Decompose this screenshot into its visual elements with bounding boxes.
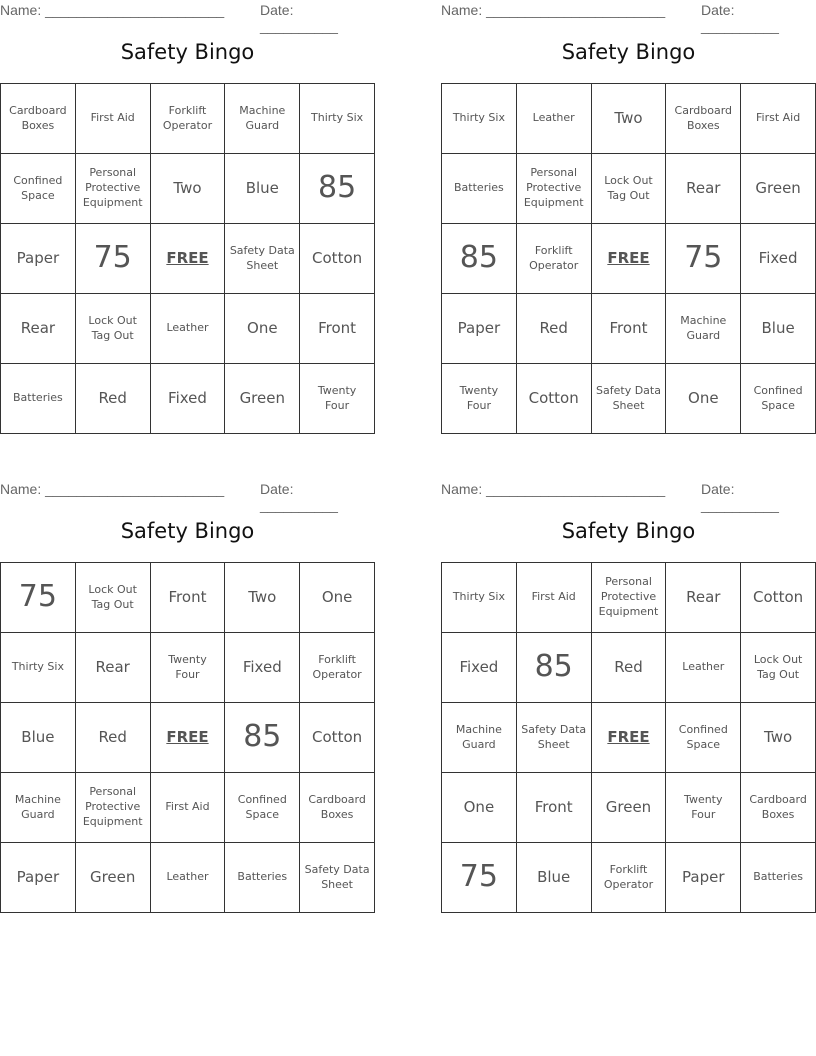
bingo-cell[interactable]: Leather bbox=[517, 84, 592, 154]
bingo-cell[interactable]: One bbox=[666, 364, 741, 434]
bingo-card-4 bbox=[441, 479, 816, 895]
bingo-cell[interactable]: Rear bbox=[666, 563, 741, 633]
bingo-cell[interactable]: Machine Guard bbox=[1, 773, 76, 843]
bingo-card-1 bbox=[0, 0, 375, 412]
bingo-cell[interactable]: Blue bbox=[517, 843, 592, 913]
bingo-cell[interactable]: Green bbox=[592, 773, 667, 843]
bingo-cell[interactable]: Rear bbox=[76, 633, 151, 703]
bingo-cell[interactable]: Safety Data Sheet bbox=[592, 364, 667, 434]
bingo-cell[interactable]: First Aid bbox=[517, 563, 592, 633]
bingo-cell[interactable]: Forklift Operator bbox=[517, 224, 592, 294]
bingo-cell[interactable]: Green bbox=[225, 364, 300, 434]
card-header bbox=[0, 0, 375, 34]
bingo-cell[interactable]: Batteries bbox=[1, 364, 76, 434]
bingo-cell[interactable]: Blue bbox=[225, 154, 300, 224]
bingo-cell[interactable]: Cotton bbox=[741, 563, 816, 633]
bingo-cell[interactable]: Lock Out Tag Out bbox=[592, 154, 667, 224]
bingo-cell[interactable]: Leather bbox=[151, 294, 226, 364]
bingo-cell[interactable]: Lock Out Tag Out bbox=[76, 563, 151, 633]
free-space-cell[interactable]: FREE bbox=[151, 703, 226, 773]
free-space-cell[interactable]: FREE bbox=[592, 703, 667, 773]
card-header bbox=[441, 479, 816, 513]
bingo-cell[interactable]: First Aid bbox=[151, 773, 226, 843]
bingo-cell[interactable]: Thirty Six bbox=[442, 563, 517, 633]
bingo-cell[interactable]: Fixed bbox=[442, 633, 517, 703]
date-field[interactable]: Date: __________ bbox=[260, 2, 338, 34]
card-title: Safety Bingo bbox=[120, 519, 255, 543]
bingo-cell[interactable]: Paper bbox=[666, 843, 741, 913]
bingo-cell[interactable]: Confined Space bbox=[225, 773, 300, 843]
bingo-card-3 bbox=[0, 479, 375, 891]
bingo-cell[interactable]: Cotton bbox=[517, 364, 592, 434]
bingo-cell[interactable]: Cardboard Boxes bbox=[300, 773, 375, 843]
bingo-cell[interactable]: Paper bbox=[1, 843, 76, 913]
bingo-cell[interactable]: Confined Space bbox=[666, 703, 741, 773]
bingo-cell[interactable]: 85 bbox=[442, 224, 517, 294]
bingo-cell[interactable]: One bbox=[300, 563, 375, 633]
bingo-cell[interactable]: Front bbox=[151, 563, 226, 633]
bingo-cell[interactable]: 75 bbox=[666, 224, 741, 294]
bingo-grid bbox=[441, 83, 816, 434]
free-space-cell[interactable]: FREE bbox=[592, 224, 667, 294]
date-field[interactable]: Date: __________ bbox=[701, 2, 779, 34]
bingo-cell[interactable]: Batteries bbox=[442, 154, 517, 224]
bingo-cell[interactable]: Front bbox=[592, 294, 667, 364]
bingo-cell[interactable]: Red bbox=[592, 633, 667, 703]
bingo-cell[interactable]: Paper bbox=[442, 294, 517, 364]
bingo-cell[interactable]: Personal Protective Equipment bbox=[76, 154, 151, 224]
bingo-grid bbox=[0, 83, 375, 434]
bingo-cell[interactable]: Forklift Operator bbox=[592, 843, 667, 913]
bingo-cell[interactable]: 75 bbox=[76, 224, 151, 294]
bingo-cell[interactable]: Machine Guard bbox=[225, 84, 300, 154]
card-header bbox=[0, 479, 375, 513]
bingo-cell[interactable]: Cotton bbox=[300, 224, 375, 294]
date-field[interactable]: Date: __________ bbox=[701, 481, 779, 513]
bingo-cell[interactable]: Machine Guard bbox=[666, 294, 741, 364]
free-space-cell[interactable]: FREE bbox=[151, 224, 226, 294]
bingo-cell[interactable]: Rear bbox=[1, 294, 76, 364]
bingo-cell[interactable]: Blue bbox=[1, 703, 76, 773]
date-field[interactable]: Date: __________ bbox=[260, 481, 338, 513]
bingo-cell[interactable]: Twenty Four bbox=[442, 364, 517, 434]
bingo-cell[interactable]: Cardboard Boxes bbox=[666, 84, 741, 154]
bingo-cell[interactable]: Paper bbox=[1, 224, 76, 294]
bingo-cell[interactable]: One bbox=[225, 294, 300, 364]
bingo-cell[interactable]: Thirty Six bbox=[300, 84, 375, 154]
bingo-cell[interactable]: Personal Protective Equipment bbox=[76, 773, 151, 843]
bingo-cell[interactable]: Front bbox=[300, 294, 375, 364]
bingo-cell[interactable]: Thirty Six bbox=[442, 84, 517, 154]
bingo-cell[interactable]: Confined Space bbox=[1, 154, 76, 224]
bingo-cell[interactable]: Personal Protective Equipment bbox=[592, 563, 667, 633]
bingo-cell[interactable]: Red bbox=[76, 703, 151, 773]
bingo-cell[interactable]: Thirty Six bbox=[1, 633, 76, 703]
bingo-cell[interactable]: Cardboard Boxes bbox=[741, 773, 816, 843]
bingo-cell[interactable]: Lock Out Tag Out bbox=[741, 633, 816, 703]
bingo-cell[interactable]: 85 bbox=[300, 154, 375, 224]
bingo-cell[interactable]: Cotton bbox=[300, 703, 375, 773]
bingo-cell[interactable]: Safety Data Sheet bbox=[225, 224, 300, 294]
bingo-cell[interactable]: Green bbox=[741, 154, 816, 224]
bingo-cell[interactable]: 75 bbox=[442, 843, 517, 913]
name-field[interactable]: Name: _______________________ bbox=[441, 2, 666, 18]
bingo-cell[interactable]: Twenty Four bbox=[666, 773, 741, 843]
bingo-cell[interactable]: Leather bbox=[151, 843, 226, 913]
name-field[interactable]: Name: _______________________ bbox=[441, 481, 666, 497]
bingo-cell[interactable]: Personal Protective Equipment bbox=[517, 154, 592, 224]
bingo-cell[interactable]: Two bbox=[741, 703, 816, 773]
bingo-cell[interactable]: One bbox=[442, 773, 517, 843]
bingo-cell[interactable]: Two bbox=[151, 154, 226, 224]
bingo-cell[interactable]: Batteries bbox=[741, 843, 816, 913]
bingo-cell[interactable]: Safety Data Sheet bbox=[300, 843, 375, 913]
card-title: Safety Bingo bbox=[561, 519, 696, 543]
bingo-cell[interactable]: Green bbox=[76, 843, 151, 913]
bingo-cell[interactable]: Forklift Operator bbox=[151, 84, 226, 154]
bingo-card-2 bbox=[441, 0, 816, 412]
bingo-cell[interactable]: Front bbox=[517, 773, 592, 843]
bingo-cell[interactable]: Cardboard Boxes bbox=[1, 84, 76, 154]
bingo-cell[interactable]: Fixed bbox=[225, 633, 300, 703]
bingo-grid bbox=[0, 562, 375, 913]
bingo-cell[interactable]: Batteries bbox=[225, 843, 300, 913]
bingo-cell[interactable]: First Aid bbox=[76, 84, 151, 154]
bingo-cell[interactable]: Fixed bbox=[741, 224, 816, 294]
bingo-cell[interactable]: Two bbox=[225, 563, 300, 633]
bingo-cell[interactable]: 85 bbox=[517, 633, 592, 703]
bingo-cell[interactable]: Confined Space bbox=[741, 364, 816, 434]
bingo-cell[interactable]: Red bbox=[76, 364, 151, 434]
card-header bbox=[441, 0, 816, 34]
bingo-cell[interactable]: Machine Guard bbox=[442, 703, 517, 773]
bingo-cell[interactable]: Red bbox=[517, 294, 592, 364]
bingo-cell[interactable]: Safety Data Sheet bbox=[517, 703, 592, 773]
bingo-cell[interactable]: Twenty Four bbox=[300, 364, 375, 434]
bingo-cell[interactable]: First Aid bbox=[741, 84, 816, 154]
bingo-cell[interactable]: Fixed bbox=[151, 364, 226, 434]
bingo-cell[interactable]: Rear bbox=[666, 154, 741, 224]
bingo-cell[interactable]: 75 bbox=[1, 563, 76, 633]
name-field[interactable]: Name: _______________________ bbox=[0, 2, 225, 18]
bingo-cell[interactable]: Forklift Operator bbox=[300, 633, 375, 703]
bingo-cell[interactable]: Blue bbox=[741, 294, 816, 364]
card-title: Safety Bingo bbox=[561, 40, 696, 64]
bingo-cell[interactable]: 85 bbox=[225, 703, 300, 773]
bingo-cell[interactable]: Twenty Four bbox=[151, 633, 226, 703]
bingo-cell[interactable]: Leather bbox=[666, 633, 741, 703]
bingo-grid bbox=[441, 562, 816, 913]
card-title: Safety Bingo bbox=[120, 40, 255, 64]
name-field[interactable]: Name: _______________________ bbox=[0, 481, 225, 497]
bingo-cell[interactable]: Two bbox=[592, 84, 667, 154]
bingo-cell[interactable]: Lock Out Tag Out bbox=[76, 294, 151, 364]
